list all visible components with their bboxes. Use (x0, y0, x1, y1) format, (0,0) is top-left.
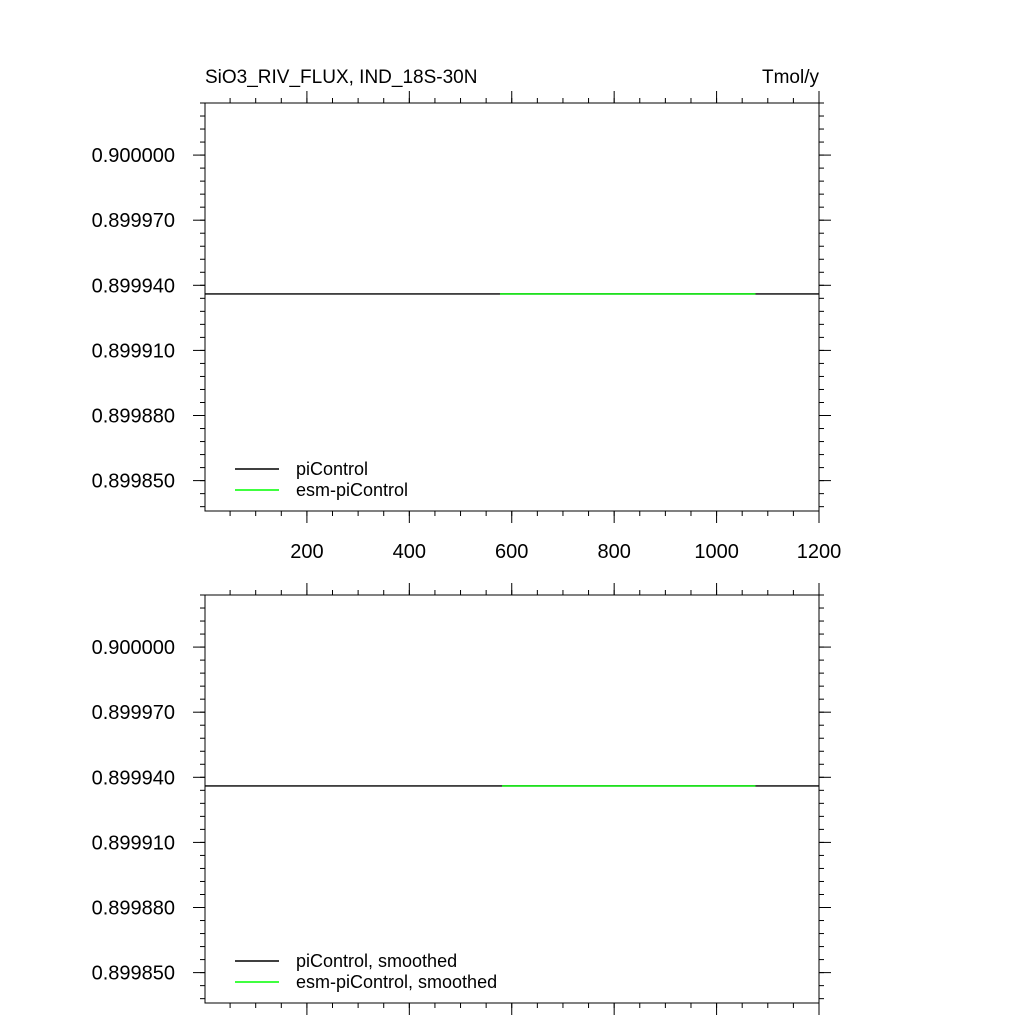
legend-label: esm-piControl (296, 480, 409, 500)
y-tick-label: 0.899940 (91, 767, 175, 790)
y-tick-label: 0.899850 (91, 962, 175, 985)
x-tick-label: 600 (495, 541, 529, 563)
x-tick-label: 400 (392, 541, 427, 563)
y-tick-label: 0.899940 (91, 275, 175, 298)
x-tick-label: 1200 (796, 541, 842, 563)
plot-frame (205, 103, 819, 511)
y-tick-label: 0.900000 (91, 145, 175, 168)
chart-title: SiO3_RIV_FLUX, IND_18S-30N (205, 67, 478, 88)
x-tick-label: 800 (597, 541, 631, 563)
y-tick-label: 0.899910 (91, 340, 175, 363)
y-tick-label: 0.899970 (91, 702, 175, 725)
plot-frame (205, 595, 819, 1003)
y-tick-label: 0.899850 (91, 470, 175, 493)
y-tick-label: 0.899880 (91, 405, 175, 428)
legend-label: esm-piControl, smoothed (296, 972, 498, 992)
chart-units: Tmol/y (762, 67, 819, 88)
y-tick-label: 0.900000 (91, 637, 175, 660)
legend-label: piControl, smoothed (296, 951, 458, 971)
x-tick-label: 1000 (694, 541, 739, 563)
y-tick-label: 0.899880 (91, 897, 175, 920)
x-tick-label: 200 (290, 541, 324, 563)
y-tick-label: 0.899970 (91, 210, 175, 233)
y-tick-label: 0.899910 (91, 832, 175, 855)
legend-label: piControl (296, 459, 369, 479)
